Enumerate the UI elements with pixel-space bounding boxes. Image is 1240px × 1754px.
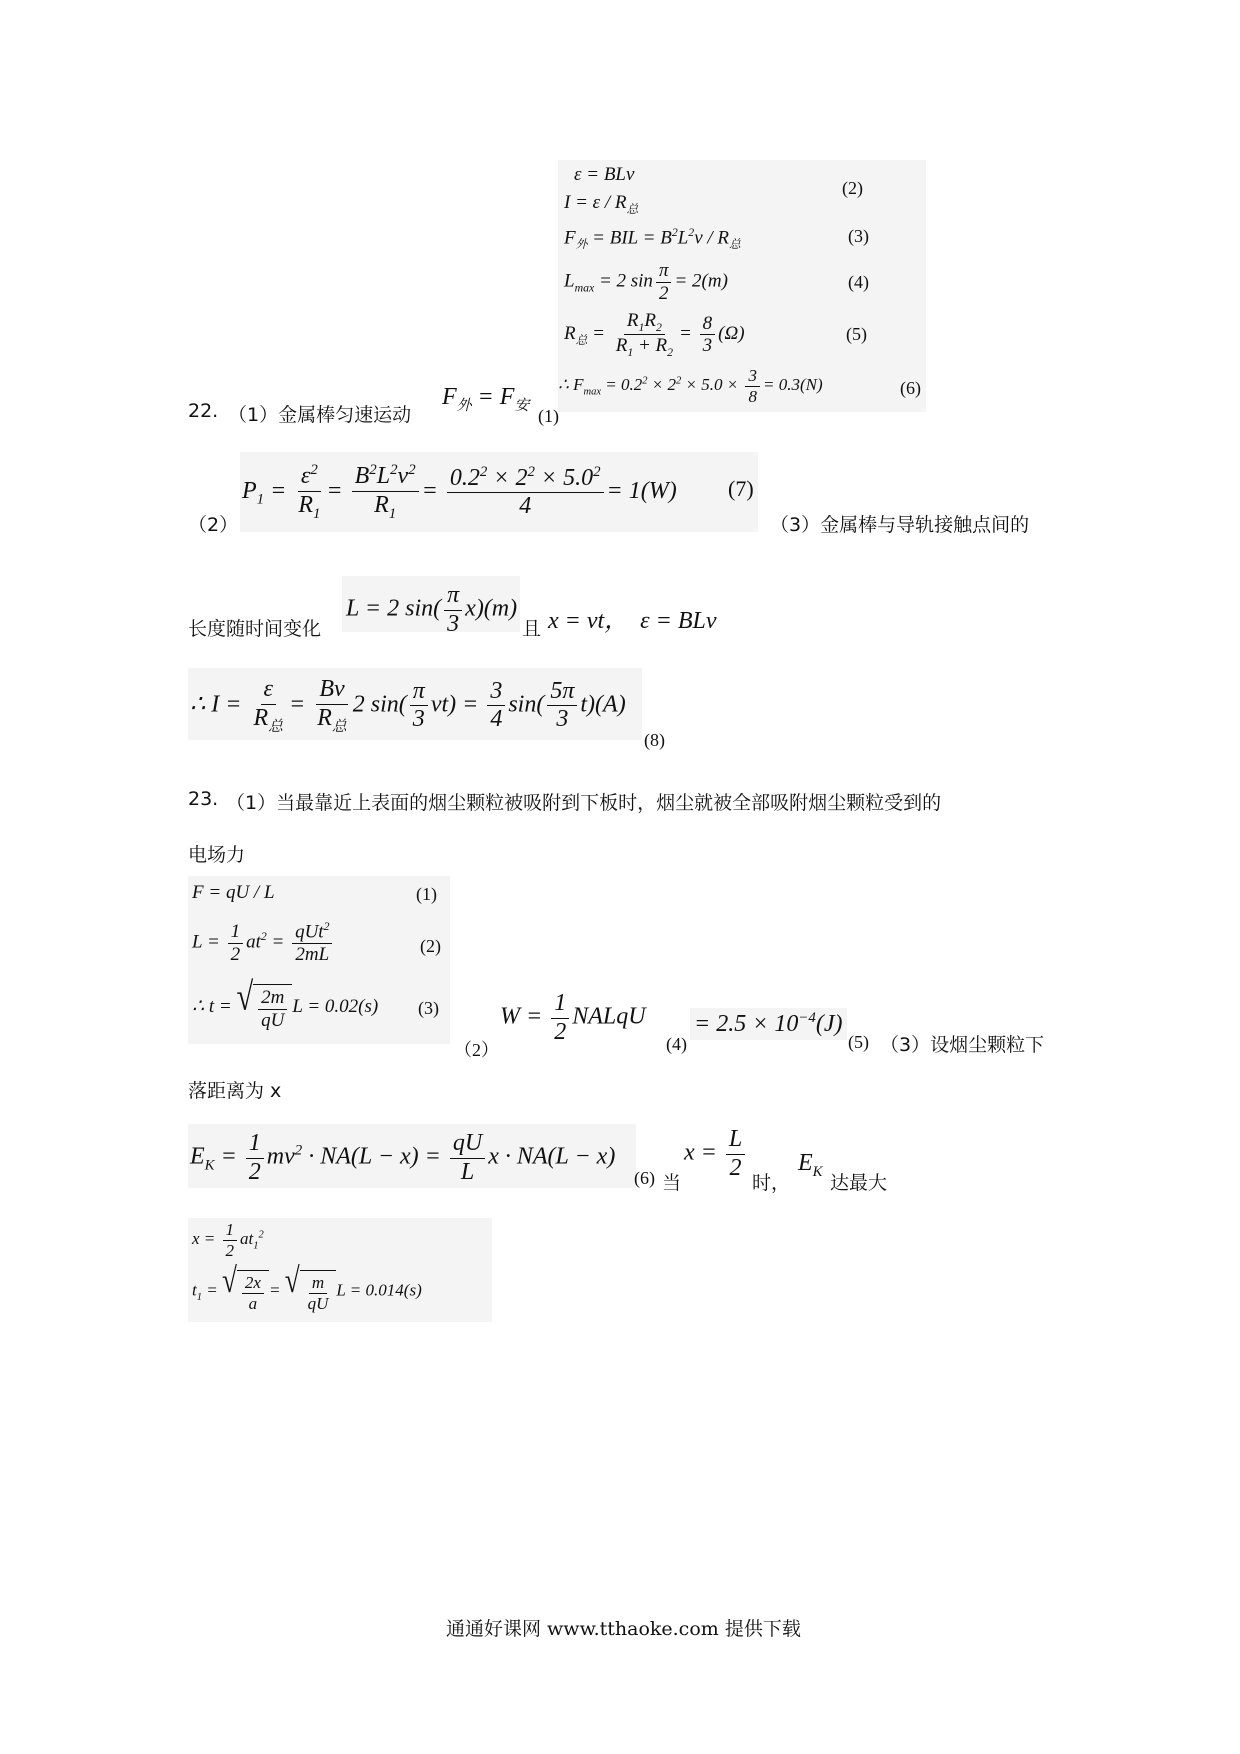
equation-tag: (1) <box>538 406 559 426</box>
equation-tag: (5) <box>848 1032 869 1052</box>
equation-tag: (4) <box>666 1034 687 1054</box>
part1-line2: 电场力 <box>188 844 246 866</box>
question-number: 23. <box>188 788 219 810</box>
equation-tag: (3) <box>848 226 869 246</box>
question-number: 22. <box>188 400 219 422</box>
equation-kinetic-energy: $E_K$ = $\frac{1}{2}$ $mv^2 \cdot NA(L - x)$ = $\frac{qU}{L}$ x · NA(L − x) <box>188 1124 636 1188</box>
ek-symbol: $E_K$ <box>798 1150 823 1180</box>
q23-final-box <box>188 1218 492 1322</box>
part3-equation3: ∴ I = $\frac{\varepsilon}{R_总}$ = $\frac{Bv}{R_总}$ 2 sin( $\frac{\pi}{3}$ vt) = $\frac{3}{4}$ sin( $\frac{5\pi}{3}$ t)(A) <box>188 668 642 740</box>
part2-label: （2） <box>188 514 239 536</box>
part2-equation: $P_1$ = $\frac{\varepsilon^2}{R_1}$ = $\frac{B^2L^2v^2}{R_1}$ = $\frac{0.2^2 \times 2^2 \times 5.0^2}{4}$ = 1(W) (7) <box>240 452 758 532</box>
part2-label: （2） <box>454 1040 499 1060</box>
time-word: 时， <box>752 1172 791 1194</box>
part3-line2: 长度随时间变化 <box>188 618 322 640</box>
equation-tag: (7) <box>728 476 754 501</box>
and-word: 且 <box>522 618 542 640</box>
equation-work: W = $\frac{1}{2}$ NALqU <box>500 990 646 1045</box>
equation-time: ∴ t = √ $\frac{2m}{qU}$ L = 0.02(s) <box>192 974 379 1031</box>
equation-emf: ε = BLv <box>574 164 635 185</box>
equation-displacement: L = $\frac{1}{2}$ $at^2$ = $\frac{qUt^2}{2mL}$ <box>192 920 335 966</box>
q23-equation-box <box>188 876 450 1044</box>
derivation-box <box>558 160 926 412</box>
equation-tag: (2) <box>420 936 441 956</box>
equation-t1: $t_1$ = √ $\frac{2x}{a}$ = √ $\frac{m}{qU}$ L = 0.014(s) <box>192 1260 422 1313</box>
part3-equation: L = 2 sin( $\frac{\pi}{3}$ x)(m) <box>342 576 520 632</box>
equation-x-half: x = $\frac{L}{2}$ <box>684 1126 748 1182</box>
equation-tag: (2) <box>842 178 863 198</box>
part1-equation: $F_外 = F_安$ <box>442 384 530 414</box>
equation-lmax: $L_{max} = 2$ sin $\frac{\pi}{2}$ = 2(m) <box>564 260 728 304</box>
part1-text: （1）当最靠近上表面的烟尘颗粒被吸附到下板时，烟尘就被全部吸附烟尘颗粒受到的 <box>226 792 942 814</box>
equation-current: $I = \varepsilon / R_总$ <box>564 192 639 216</box>
part3-label: （3）金属棒与导轨接触点间的 <box>770 514 1030 536</box>
equation-tag: (8) <box>644 730 665 750</box>
equation-fmax: ∴ $F_{max} = 0.2^2 \times 2^2 \times 5.0$ × $\frac{3}{8}$ = 0.3(N) <box>558 366 823 406</box>
max-text: 达最大 <box>830 1172 888 1194</box>
part3-label: （3）设烟尘颗粒下 <box>880 1034 1045 1056</box>
equation-tag: (4) <box>848 272 869 292</box>
equation-work-value: = $2.5 \times 10^{-4}(J)$ <box>690 1008 847 1040</box>
part3-equation2: x = vt， ε = BLv <box>548 608 717 634</box>
when-word: 当 <box>662 1172 682 1194</box>
equation-x: x = $\frac{1}{2}$ $at_1^2$ <box>192 1220 264 1260</box>
equation-tag: (5) <box>846 324 867 344</box>
equation-force: $F_外$ = BIL = $B^2L^2v / R_总$ <box>564 226 741 252</box>
equation-tag: (6) <box>900 378 921 398</box>
footer-credit: 通通好课网 www.tthaoke.com 提供下载 <box>446 1618 801 1640</box>
part3-line2: 落距离为 x <box>188 1080 282 1102</box>
equation-tag: (6) <box>634 1168 655 1188</box>
equation-rtotal: $R_总$ = $\frac{R_1R_2}{R_1 + R_2}$ = $\frac{8}{3}$ (Ω) <box>564 310 745 360</box>
equation-tag: (3) <box>418 998 439 1018</box>
part1-label: （1）金属棒匀速运动 <box>228 404 412 426</box>
equation-tag: (1) <box>416 884 437 904</box>
equation-electric-force: F = qU / L <box>192 882 275 903</box>
